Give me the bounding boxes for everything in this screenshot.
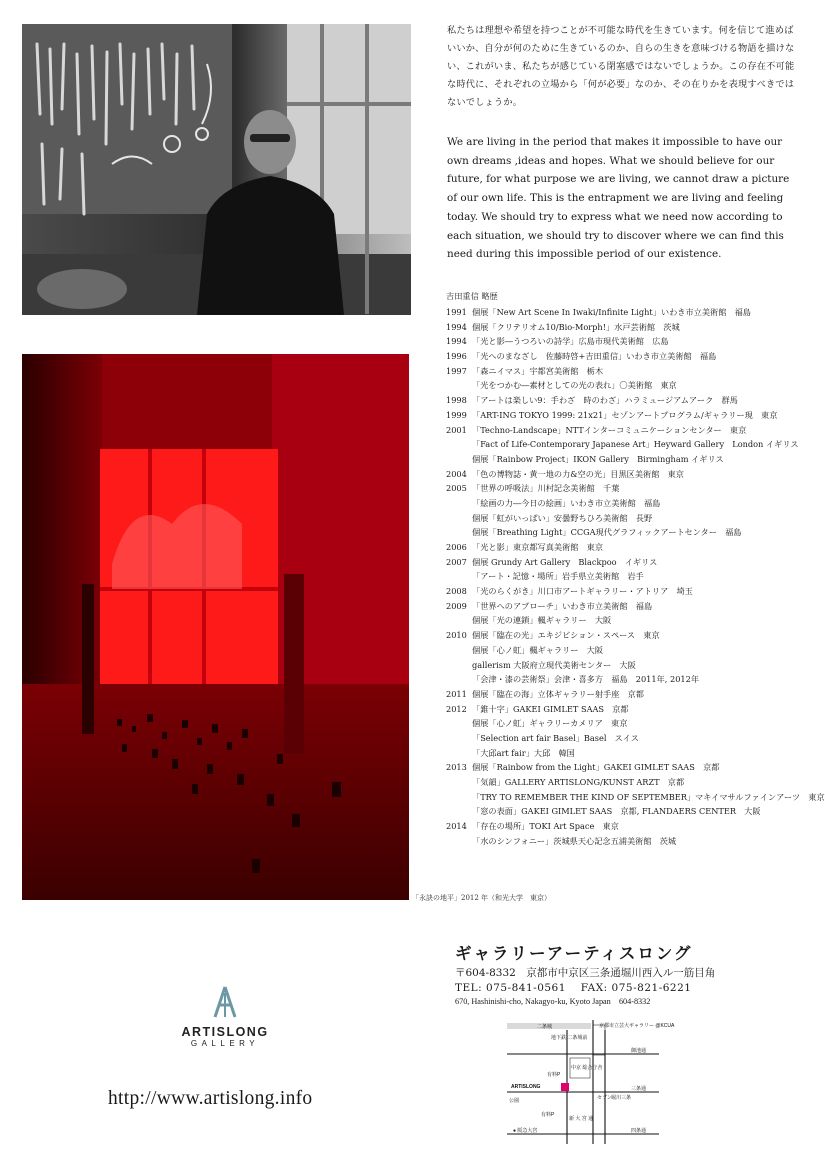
artist-biography <box>446 290 825 848</box>
biography-text: 「大邱art fair」大邱 韓国 <box>472 747 575 758</box>
map-label-government-building: 中京 総合庁舎 <box>571 1065 603 1071</box>
biography-text: 個展 Grundy Art Gallery Blackpoo イギリス <box>472 556 658 567</box>
biography-entry <box>446 760 816 775</box>
japanese-statement: 私たちは理想や希望を持つことが不可能な時代を生きています。何を信じて進めばいいか、自分が何のために生きているのか、自らの生きを意味づける物語を描けない、これがいま、私たちが感じている閉塞感ではないでしょうか。この存在不可能な時代に、それぞれの立場から「何が必要」なのか、その在りかを表現すべきではないでしょうか。 <box>447 25 795 108</box>
access-map <box>507 1020 675 1144</box>
biography-text: 個展「New Art Scene In Iwaki/Infinite Light」いわき市立美術館 福島 <box>472 307 751 317</box>
biography-year <box>446 378 472 393</box>
biography-year <box>446 613 472 628</box>
artislong-logo-mark-icon <box>212 985 238 1019</box>
biography-year <box>446 746 472 761</box>
biography-year: 2010 <box>446 630 467 641</box>
biography-text: 個展「心ノ虹」ギャラリーカメリア 東京 <box>472 718 628 729</box>
map-label-sanjo-dori: 三条通 <box>631 1086 647 1092</box>
biography-year <box>446 790 472 805</box>
biography-entry <box>446 775 816 790</box>
biography-year <box>446 672 472 687</box>
biography-text: 「アート・記憶・場所」岩手県立美術館 岩手 <box>472 571 644 582</box>
biography-text: 「気韻」GALLERY ARTISLONG/KUNST ARZT 京都 <box>472 777 685 787</box>
map-label-nijo-castle: 二条城 <box>537 1024 553 1030</box>
biography-text: 「窓の表面」GAKEI GIMLET SAAS 京都, FLANDAERS CENTER 大阪 <box>472 806 761 817</box>
biography-text: 個展「Breathing Light」CCGA現代グラフィックアートセンター 福島 <box>472 527 742 538</box>
map-label-park: 公園 <box>509 1098 520 1104</box>
biography-year: 1998 <box>446 395 467 406</box>
biography-entry <box>446 467 816 482</box>
biography-entry <box>446 481 816 496</box>
biography-year: 2012 <box>446 703 467 714</box>
biography-entry <box>446 628 816 643</box>
biography-year <box>446 496 472 511</box>
biography-entry <box>446 658 816 673</box>
biography-text: 個展「Rainbow Project」IKON Gallery Birmingham イギリス <box>472 453 724 464</box>
biography-year <box>446 834 472 849</box>
map-label-horikawa-sanjo: 堀川三条 <box>611 1095 632 1101</box>
biography-text: 「会津・漆の芸術祭」会津・喜多方 福島 2011年, 2012年 <box>472 674 700 685</box>
biography-year: 2011 <box>446 688 467 699</box>
english-statement: We are living in the period that makes it impossible to have our own dreams ,ideas and hopes. What we should believe for our future, for what purpose we are living, we cannot draw a picture of our own life. This is the entrapment we are living and feeling today. We should try to express what we need now according to each situation, we should try to discover where we can find this need during this impossible period of our existence. <box>447 136 790 261</box>
logo-wordmark: ARTISLONG <box>181 1025 269 1039</box>
biography-entry <box>446 643 816 658</box>
website-link[interactable]: http://www.artislong.info <box>108 1088 313 1109</box>
biography-heading: 吉田重信 略歴 <box>446 291 498 301</box>
biography-year <box>446 658 472 673</box>
biography-entry <box>446 320 816 335</box>
biography-year: 2008 <box>446 586 467 597</box>
biography-year <box>446 437 472 452</box>
map-label-oike-dori: 御池通 <box>631 1048 647 1054</box>
map-label-parking-2: 有料P <box>541 1112 555 1118</box>
biography-entry <box>446 511 816 526</box>
biography-year <box>446 511 472 526</box>
biography-text: 「光と影―うつろいの詩学」広島市現代美術館 広島 <box>472 336 669 347</box>
biography-text: 「光へのまなざし 佐藤時啓+吉田重信」いわき市立美術館 福島 <box>472 351 717 362</box>
biography-text: 個展「臨在の光」エキジビション・スペース 東京 <box>472 630 660 641</box>
biography-text: 個展「虹がいっぱい」安曇野ちひろ美術館 長野 <box>472 512 653 523</box>
biography-text: 個展「クリテリオム10/Bio-Morph!」水戸芸術館 茨城 <box>472 321 680 332</box>
biography-entry <box>446 408 816 423</box>
biography-text: 個展「心ノ虹」楓ギャラリー 大阪 <box>472 644 604 655</box>
biography-entry <box>446 672 816 687</box>
biography-year: 1997 <box>446 365 467 376</box>
biography-entry <box>446 819 816 834</box>
biography-year <box>446 775 472 790</box>
biography-text: gallerism 大阪府立現代美術センター 大阪 <box>472 659 636 670</box>
biography-text: 個展「Rainbow from the Light」GAKEI GIMLET SAAS 京都 <box>472 762 720 773</box>
biography-entry <box>446 716 816 731</box>
biography-text: 「森ニイマス」宇都宮美術館 栃木 <box>472 365 604 376</box>
biography-year <box>446 716 472 731</box>
biography-entry <box>446 613 816 628</box>
biography-text: 「ART-ING TOKYO 1999: 21x21」セゾンアートプログラム/ギャラリー現 東京 <box>472 409 778 420</box>
biography-year: 2009 <box>446 600 467 611</box>
biography-entry <box>446 731 816 746</box>
biography-year <box>446 643 472 658</box>
biography-year <box>446 804 472 819</box>
biography-entry <box>446 525 816 540</box>
biography-year: 1991 <box>446 307 467 317</box>
map-gallery-marker <box>561 1083 569 1091</box>
biography-text: 「錐十字」GAKEI GIMLET SAAS 京都 <box>472 703 629 714</box>
biography-entry <box>446 364 816 379</box>
biography-year <box>446 452 472 467</box>
map-label-seven: セブン <box>597 1095 612 1101</box>
artist-portrait-photo <box>22 24 411 315</box>
biography-text: 「世界の呼吸法」川村記念美術館 千葉 <box>472 483 620 494</box>
gallery-address: 〒604-8332 京都市中京区三条通堀川西入ル一筋目角 <box>455 967 716 979</box>
biography-entry <box>446 569 816 584</box>
biography-year: 1994 <box>446 321 467 332</box>
biography-text: 個展「光の連鎖」楓ギャラリー 大阪 <box>472 615 612 626</box>
biography-entry <box>446 378 816 393</box>
biography-entry <box>446 702 816 717</box>
map-label-shin-omiya: 新 大 宮 通 <box>569 1116 594 1122</box>
photo-caption: 「永訣の地平」2012 年（和光大学 東京） <box>412 894 552 902</box>
biography-text: 「絵画の力―今日の絵画」いわき市立美術館 福島 <box>472 497 661 508</box>
biography-year: 1994 <box>446 336 467 347</box>
biography-text: 「存在の場所」TOKI Art Space 東京 <box>472 821 619 832</box>
biography-year: 2007 <box>446 556 467 567</box>
biography-text: 「光をつかむ―素材としての光の表れ」〇美術館 東京 <box>472 380 677 391</box>
biography-entry <box>446 305 816 320</box>
biography-entry <box>446 334 816 349</box>
biography-entry <box>446 584 816 599</box>
biography-text: 「Fact of Life-Contemporary Japanese Art」Heyward Gallery London イギリス <box>472 439 799 450</box>
biography-entry <box>446 790 825 805</box>
map-label-parking-1: 有料P <box>547 1072 561 1078</box>
biography-entry <box>446 437 816 452</box>
biography-year: 1996 <box>446 351 467 362</box>
biography-year: 2014 <box>446 821 467 832</box>
installation-photo <box>22 354 409 900</box>
biography-text: 「光と影」東京都写真美術館 東京 <box>472 542 604 552</box>
biography-entry <box>446 687 816 702</box>
biography-entry <box>446 804 816 819</box>
gallery-phone-fax: TEL: 075-841-0561 FAX: 075-821-6221 <box>455 982 692 994</box>
biography-text: 「アートは楽しい9：手わざ 時のわざ」ハラミュージアムアーク 群馬 <box>472 395 738 406</box>
biography-entry <box>446 555 816 570</box>
biography-entry <box>446 349 816 364</box>
biography-list <box>446 305 825 848</box>
biography-year: 2001 <box>446 424 467 435</box>
biography-year <box>446 525 472 540</box>
map-label-subway: 地下鉄 二条城前 <box>551 1035 588 1041</box>
biography-entry <box>446 452 816 467</box>
biography-year: 2013 <box>446 762 467 773</box>
biography-text: 「Techno-Landscape」NTTインターコミュニケーションセンター 東京 <box>472 424 747 435</box>
map-label-hankyu-omiya: ● 阪急大宮 <box>513 1128 538 1134</box>
biography-year <box>446 569 472 584</box>
biography-year: 2006 <box>446 542 467 552</box>
biography-text: 「TRY TO REMEMBER THE KIND OF SEPTEMBER」マキイマサルファインアーツ 東京 <box>472 791 825 802</box>
biography-text: 「光のらくがき」川口市アートギャラリー・アトリア 埼玉 <box>472 586 693 597</box>
biography-entry <box>446 540 816 555</box>
biography-entry <box>446 834 816 849</box>
gallery-name: ギャラリーアーティスロング <box>455 944 693 963</box>
biography-text: 「水のシンフォニー」茨城県天心記念五浦美術館 茨城 <box>472 835 677 846</box>
biography-year <box>446 731 472 746</box>
map-label-artislong: ARTISLONG <box>511 1084 541 1090</box>
biography-text: 「世界へのアプローチ」いわき市立美術館 福島 <box>472 600 653 611</box>
biography-entry <box>446 423 816 438</box>
biography-year: 1999 <box>446 409 467 420</box>
biography-text: 「色の博物誌・黄一地の力&空の光」目黒区美術館 東京 <box>472 468 684 479</box>
artislong-logo <box>170 985 280 1048</box>
biography-entry <box>446 393 816 408</box>
biography-entry <box>446 746 816 761</box>
biography-year: 2004 <box>446 468 467 479</box>
gallery-english-address: 670, Hashinishi-cho, Nakagyo-ku, Kyoto Japan 604-8332 <box>455 997 651 1006</box>
biography-year: 2005 <box>446 483 467 494</box>
biography-text: 「Selection art fair Basel」Basel スイス <box>472 732 639 743</box>
map-label-shijo-dori: 四条通 <box>631 1128 647 1134</box>
biography-text: 個展「臨在の海」立体ギャラリー射手座 京都 <box>472 688 644 699</box>
logo-subtitle: GALLERY <box>190 1039 260 1048</box>
biography-entry <box>446 496 816 511</box>
map-label-kcua: 京都市立芸大ギャラリー @KCUA <box>599 1023 675 1029</box>
biography-entry <box>446 599 816 614</box>
